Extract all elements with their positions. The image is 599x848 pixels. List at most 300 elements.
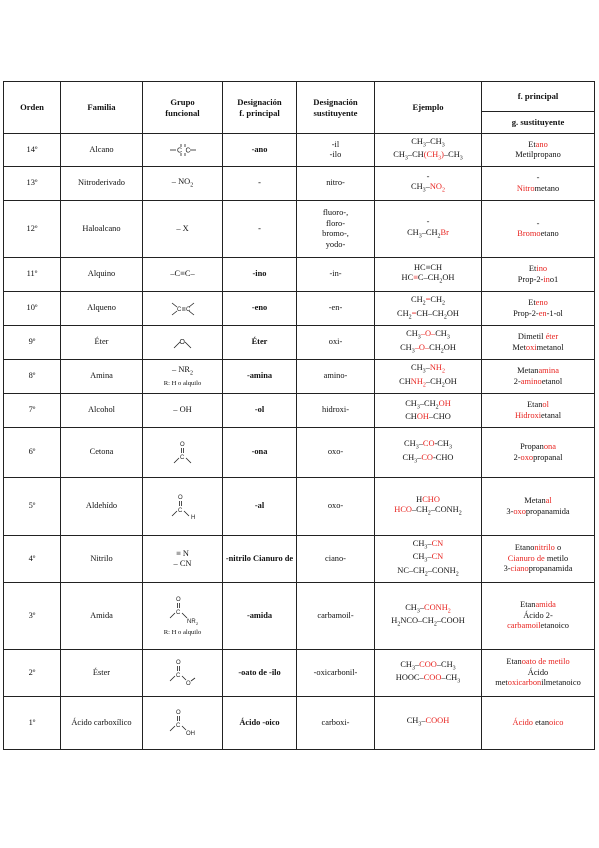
formula-fragment: oxo (520, 452, 534, 462)
formula-fragment: CH (405, 398, 417, 408)
formula-fragment: nitrilo (534, 543, 555, 553)
example-cell (375, 478, 482, 536)
formula-fragment: – OH (173, 405, 192, 415)
name-cell (482, 394, 595, 428)
formula-fragment: 3 (448, 445, 452, 451)
formula-fragment: –CH (407, 150, 424, 159)
formula-fragment: CH (404, 439, 416, 449)
example-formula (377, 505, 479, 518)
ketone-group-icon (164, 440, 202, 466)
formula-fragment: etanal (541, 410, 562, 420)
example-cell (375, 167, 482, 201)
table-row (4, 428, 595, 478)
table-body (4, 134, 595, 750)
formula-fragment: Met (512, 342, 526, 352)
formula-fragment: OH (442, 273, 455, 283)
substituent-line: -il (331, 139, 340, 149)
compound-name (484, 668, 592, 679)
formula-fragment: – CN (173, 559, 192, 568)
name-cell (482, 428, 595, 478)
header-grupo-funcional: Grupo funcional (143, 82, 223, 134)
amide-group-icon (163, 595, 203, 627)
formula-fragment: 3- (503, 564, 511, 574)
formula-fragment: 3 (411, 348, 415, 355)
formula-fragment: – (417, 452, 422, 462)
formula-fragment: 3 (452, 665, 456, 672)
principal-designation-cell: -amida (223, 583, 297, 650)
functional-group-cell (143, 478, 223, 536)
compound-name (484, 442, 592, 453)
formula-fragment: 2 (443, 314, 447, 321)
name-cell (482, 134, 595, 167)
formula-fragment: 3 (459, 155, 463, 162)
formula-fragment: oato de metilo (521, 657, 570, 667)
formula-fragment: –CONH (430, 505, 459, 515)
formula-fragment: HC (401, 273, 414, 283)
formula-fragment: Nitro (516, 183, 535, 193)
formula-fragment: oxo (513, 506, 526, 516)
formula-fragment: – (427, 552, 432, 562)
formula-fragment: CH (410, 295, 423, 305)
formula-fragment: met (495, 678, 508, 688)
table-row (4, 536, 595, 583)
header-ejemplo: Ejemplo (375, 82, 482, 134)
family-cell: Alquino (61, 258, 143, 292)
name-cell (482, 478, 595, 536)
formula-fragment: propanamida (525, 506, 570, 516)
order-cell: 9º (4, 326, 61, 360)
formula-fragment: NO (429, 182, 442, 192)
substituent-designation-cell (297, 201, 375, 258)
formula-fragment: –C≡C– (170, 269, 195, 279)
formula-fragment: carbamoil (507, 621, 541, 631)
formula-fragment: 3- (506, 506, 514, 516)
example-formula (377, 172, 479, 183)
formula-fragment: –CH (443, 150, 460, 159)
compound-name (484, 366, 592, 377)
order-cell: 2º (4, 650, 61, 697)
example-cell (375, 428, 482, 478)
formula-fragment: - (426, 217, 430, 227)
formula-fragment: 3 (422, 187, 426, 194)
formula-fragment: Etan (520, 600, 536, 610)
compound-name (484, 554, 592, 565)
family-cell: Aldehído (61, 478, 143, 536)
principal-designation-cell: -ona (223, 428, 297, 478)
formula-fragment: Propan (520, 442, 544, 451)
formula-fragment: eno (535, 298, 548, 307)
example-formula (377, 343, 479, 356)
order-cell: 1º (4, 697, 61, 750)
principal-designation-cell: -eno (223, 292, 297, 326)
formula-fragment: CN (431, 539, 444, 549)
example-formula (377, 495, 479, 506)
formula-fragment: metano (534, 183, 560, 193)
formula-fragment: ino (536, 264, 548, 273)
compound-name (484, 298, 592, 309)
substituent-designation-cell (297, 394, 375, 428)
formula-fragment: Cianuro de (507, 553, 545, 563)
formula-fragment: 3 (441, 142, 445, 149)
table-row (4, 394, 595, 428)
formula-fragment: HOOC– (395, 673, 424, 682)
name-cell (482, 583, 595, 650)
substituent-line: yodo- (325, 239, 346, 249)
substituent-line: nitro- (326, 178, 345, 188)
functional-group-cell (143, 258, 223, 292)
family-cell: Haloalcano (61, 201, 143, 258)
family-cell: Nitroderivado (61, 167, 143, 201)
principal-designation-cell: - (223, 167, 297, 201)
header-familia: Familia (61, 82, 143, 134)
formula-fragment: CH (397, 308, 409, 318)
formula-fragment: CH (411, 136, 423, 146)
formula-fragment: CO (422, 439, 435, 449)
substituent-line: oxo- (327, 447, 344, 457)
formula-fragment: CH (411, 182, 423, 192)
formula-fragment: metanol (536, 342, 564, 352)
principal-designation-cell: -ano (223, 134, 297, 167)
functional-group-cell (143, 428, 223, 478)
formula-fragment: Metan (524, 496, 546, 505)
formula-fragment: 3 (415, 445, 419, 451)
table-row (4, 326, 595, 360)
formula-fragment: CH (407, 227, 419, 237)
formula-fragment: – (425, 363, 430, 373)
compound-name (484, 400, 592, 411)
family-cell: Cetona (61, 428, 143, 478)
formula-fragment: etano (540, 229, 559, 238)
functional-group-cell (143, 650, 223, 697)
substituent-line: carboxi- (321, 717, 350, 727)
name-cell (482, 167, 595, 201)
principal-designation-cell: -nitrilo Cianuro de (223, 536, 297, 583)
example-formula (377, 377, 479, 390)
formula-fragment: ano (535, 139, 548, 149)
functional-group-formula (145, 405, 220, 416)
formula-fragment: 2- (513, 376, 521, 386)
formula-fragment: ≡ N (176, 548, 189, 558)
functional-group-formula (145, 269, 220, 280)
formula-fragment: ilmetanoico (541, 678, 581, 688)
name-cell (482, 258, 595, 292)
formula-fragment: ol (542, 400, 549, 409)
formula-fragment: etanoico (540, 621, 569, 631)
formula-fragment: CH (400, 342, 412, 352)
formula-fragment: 2 (427, 510, 431, 517)
carboxylic-acid-group-icon (163, 708, 203, 738)
substituent-designation-cell (297, 292, 375, 326)
formula-fragment: metilo (544, 553, 569, 563)
example-cell (375, 536, 482, 583)
formula-fragment: amida (535, 600, 556, 610)
formula-fragment: propanal (533, 452, 563, 462)
compound-name (484, 173, 592, 184)
substituent-designation-cell (297, 697, 375, 750)
formula-fragment: 3 (404, 155, 408, 162)
formula-fragment: 3 (424, 544, 428, 551)
example-formula (377, 399, 479, 412)
table-row (4, 292, 595, 326)
compound-name (484, 657, 592, 668)
formula-fragment: CH (405, 411, 417, 421)
ester-group-icon (163, 658, 203, 688)
formula-fragment: 2 (439, 278, 443, 285)
functional-group-cell (143, 360, 223, 394)
substituent-line: -en- (328, 303, 343, 313)
formula-fragment: CH (430, 295, 442, 305)
formula-fragment: CH (412, 539, 425, 549)
formula-fragment: NC–CH (397, 565, 425, 575)
example-formula (377, 295, 479, 308)
table-row (4, 134, 595, 167)
formula-fragment: NH (429, 363, 442, 373)
substituent-designation-cell (297, 583, 375, 650)
formula-fragment: 3 (416, 404, 420, 411)
formula-fragment: 2 (455, 571, 459, 578)
formula-fragment: –O– (420, 329, 436, 339)
principal-designation-cell: -oato de -ilo (223, 650, 297, 697)
formula-fragment: Metan (517, 366, 539, 375)
example-formula (377, 603, 479, 616)
formula-fragment: 3 (446, 335, 450, 341)
example-formula (377, 552, 479, 565)
substituent-designation-cell (297, 428, 375, 478)
formula-fragment: CH (400, 659, 412, 669)
formula-fragment: NH (410, 376, 423, 386)
compound-name (484, 496, 592, 507)
compound-name (484, 611, 592, 622)
functional-group-cell (143, 326, 223, 360)
formula-fragment: - (426, 171, 430, 181)
principal-designation-cell: Ácido -oico (223, 697, 297, 750)
header-designacion-principal: Designación f. principal (223, 82, 297, 134)
formula-fragment: 2 (435, 404, 439, 411)
formula-fragment: CH (399, 376, 411, 386)
example-formula (377, 150, 479, 163)
formula-fragment: ona (543, 442, 556, 451)
formula-fragment: – (427, 539, 432, 549)
example-formula (377, 716, 479, 729)
substituent-designation-cell (297, 167, 375, 201)
example-cell (375, 134, 482, 167)
formula-fragment: al (545, 496, 552, 505)
formula-fragment: o (554, 543, 562, 553)
formula-fragment: OH (446, 308, 459, 318)
example-cell (375, 201, 482, 258)
example-formula (377, 616, 479, 629)
formula-fragment: CH (435, 329, 447, 339)
formula-fragment: ) (441, 150, 444, 159)
functional-group-cell (143, 201, 223, 258)
formula-fragment: Ácido 2- (523, 610, 553, 620)
formula-fragment: CH (405, 602, 417, 612)
formula-fragment: Etano (514, 543, 535, 553)
group-note: R: H o alquilo (163, 628, 202, 636)
formula-fragment: –CONH (427, 565, 456, 575)
substituent-designation-cell (297, 326, 375, 360)
formula-fragment: CHO (422, 494, 440, 504)
formula-fragment: CH (411, 363, 423, 373)
formula-fragment: etanol (541, 376, 563, 386)
example-formula (377, 263, 479, 274)
formula-fragment: 2 (190, 182, 194, 189)
example-cell (375, 697, 482, 750)
example-formula (377, 137, 479, 150)
formula-fragment: CH (406, 716, 419, 726)
order-cell: 8º (4, 360, 61, 394)
substituent-line: -in- (329, 269, 342, 279)
formula-fragment: – (419, 602, 425, 612)
compound-name (484, 600, 592, 611)
substituent-designation-cell (297, 360, 375, 394)
functional-group-formula (145, 549, 220, 560)
formula-fragment: amino (520, 376, 542, 386)
formula-fragment: éter (545, 332, 559, 341)
formula-fragment: HC≡CH (414, 262, 442, 272)
substituent-line: oxi- (328, 337, 343, 347)
name-cell (482, 292, 595, 326)
compound-name (484, 411, 592, 422)
formula-fragment: H (391, 616, 398, 625)
formula-fragment: 2 (189, 370, 193, 377)
formula-fragment: – X (176, 223, 189, 233)
example-cell (375, 360, 482, 394)
example-formula (377, 566, 479, 579)
compound-name (484, 343, 592, 354)
name-cell (482, 201, 595, 258)
formula-fragment: –CH (425, 376, 442, 386)
compound-name (484, 678, 592, 689)
compound-name (484, 453, 592, 464)
formula-fragment: CN (431, 552, 444, 562)
order-cell: 6º (4, 428, 61, 478)
formula-fragment: 2 (440, 348, 444, 355)
table-row (4, 650, 595, 697)
order-cell: 5º (4, 478, 61, 536)
name-cell (482, 697, 595, 750)
family-cell: Éster (61, 650, 143, 697)
functional-group-cell (143, 583, 223, 650)
formula-fragment: oico (549, 717, 564, 727)
example-formula (377, 273, 479, 286)
formula-fragment: 3 (424, 558, 428, 565)
formula-fragment: CH (393, 150, 405, 159)
formula-fragment: amina (538, 366, 559, 375)
compound-name (484, 264, 592, 275)
example-cell (375, 583, 482, 650)
table-row (4, 201, 595, 258)
formula-fragment: 2 (408, 314, 412, 321)
formula-fragment: – NO (171, 176, 191, 186)
formula-fragment: Br (440, 227, 449, 237)
functional-group-cell (143, 536, 223, 583)
formula-fragment: -CH (434, 439, 449, 449)
formula-fragment: CH (402, 452, 415, 462)
formula-fragment: CH (429, 342, 441, 352)
formula-fragment: 2 (441, 187, 445, 194)
family-cell: Amida (61, 583, 143, 650)
formula-fragment: -CHO (432, 452, 454, 462)
formula-fragment: – (418, 439, 423, 449)
formula-fragment: = (411, 308, 417, 318)
formula-fragment: –CH (436, 659, 453, 669)
compound-name (484, 543, 592, 554)
formula-fragment: ciano (510, 564, 529, 574)
formula-fragment: Et (528, 139, 536, 149)
name-cell (482, 650, 595, 697)
compound-name (484, 184, 592, 195)
table-row (4, 167, 595, 201)
formula-fragment: –COOH (436, 616, 465, 625)
alkene-group-icon (164, 299, 202, 319)
substituent-designation-cell (297, 134, 375, 167)
name-cell (482, 536, 595, 583)
formula-fragment: 3 (414, 458, 418, 465)
formula-fragment: – (414, 659, 420, 669)
formula-fragment: CONH (424, 602, 448, 612)
formula-fragment: CH (406, 329, 418, 339)
substituent-line: fluoro-, (322, 208, 349, 217)
functional-group-cell (143, 292, 223, 326)
formula-fragment: Etan (527, 400, 543, 409)
formula-fragment: = (425, 295, 431, 305)
aldehyde-group-icon (164, 493, 202, 521)
formula-fragment: –CH (441, 673, 458, 682)
substituent-designation-cell (297, 650, 375, 697)
order-cell: 4º (4, 536, 61, 583)
formula-fragment: 3 (417, 335, 421, 341)
table-row (4, 697, 595, 750)
functional-group-formula (145, 559, 220, 570)
substituent-line: -oxicarbonil- (313, 667, 358, 677)
substituent-line: carbamoil- (317, 610, 354, 620)
order-cell: 14º (4, 134, 61, 167)
formula-fragment: oxi (525, 342, 537, 352)
compound-name (484, 309, 592, 320)
compound-name (484, 219, 592, 230)
example-cell (375, 326, 482, 360)
functional-groups-table (3, 81, 595, 750)
substituent-line: amino- (323, 371, 348, 381)
formula-fragment: COO (423, 673, 442, 682)
table-row (4, 258, 595, 292)
functional-group-cell (143, 134, 223, 167)
formula-fragment: –CHO (428, 411, 451, 421)
formula-fragment: Bromo (517, 229, 541, 238)
formula-fragment: – (421, 716, 426, 726)
formula-fragment: 2 (441, 382, 445, 389)
family-cell: Amina (61, 360, 143, 394)
formula-fragment: en (538, 308, 547, 318)
family-cell: Ácido carboxílico (61, 697, 143, 750)
example-formula (377, 439, 479, 452)
family-cell: Nitrilo (61, 536, 143, 583)
compound-name (484, 377, 592, 388)
compound-name (484, 275, 592, 286)
formula-fragment: Ácido (527, 667, 549, 677)
substituent-line: oxo- (327, 501, 344, 511)
formula-fragment: –CH (421, 227, 438, 237)
formula-fragment: 2 (447, 608, 451, 615)
formula-fragment: – NR (172, 364, 190, 374)
formula-fragment: Prop-2- (513, 308, 539, 318)
formula-fragment: COO (419, 659, 437, 669)
formula-fragment: 2 (442, 301, 445, 307)
functional-group-cell (143, 394, 223, 428)
group-note: R: H o alquilo (163, 379, 202, 387)
table-row (4, 583, 595, 650)
